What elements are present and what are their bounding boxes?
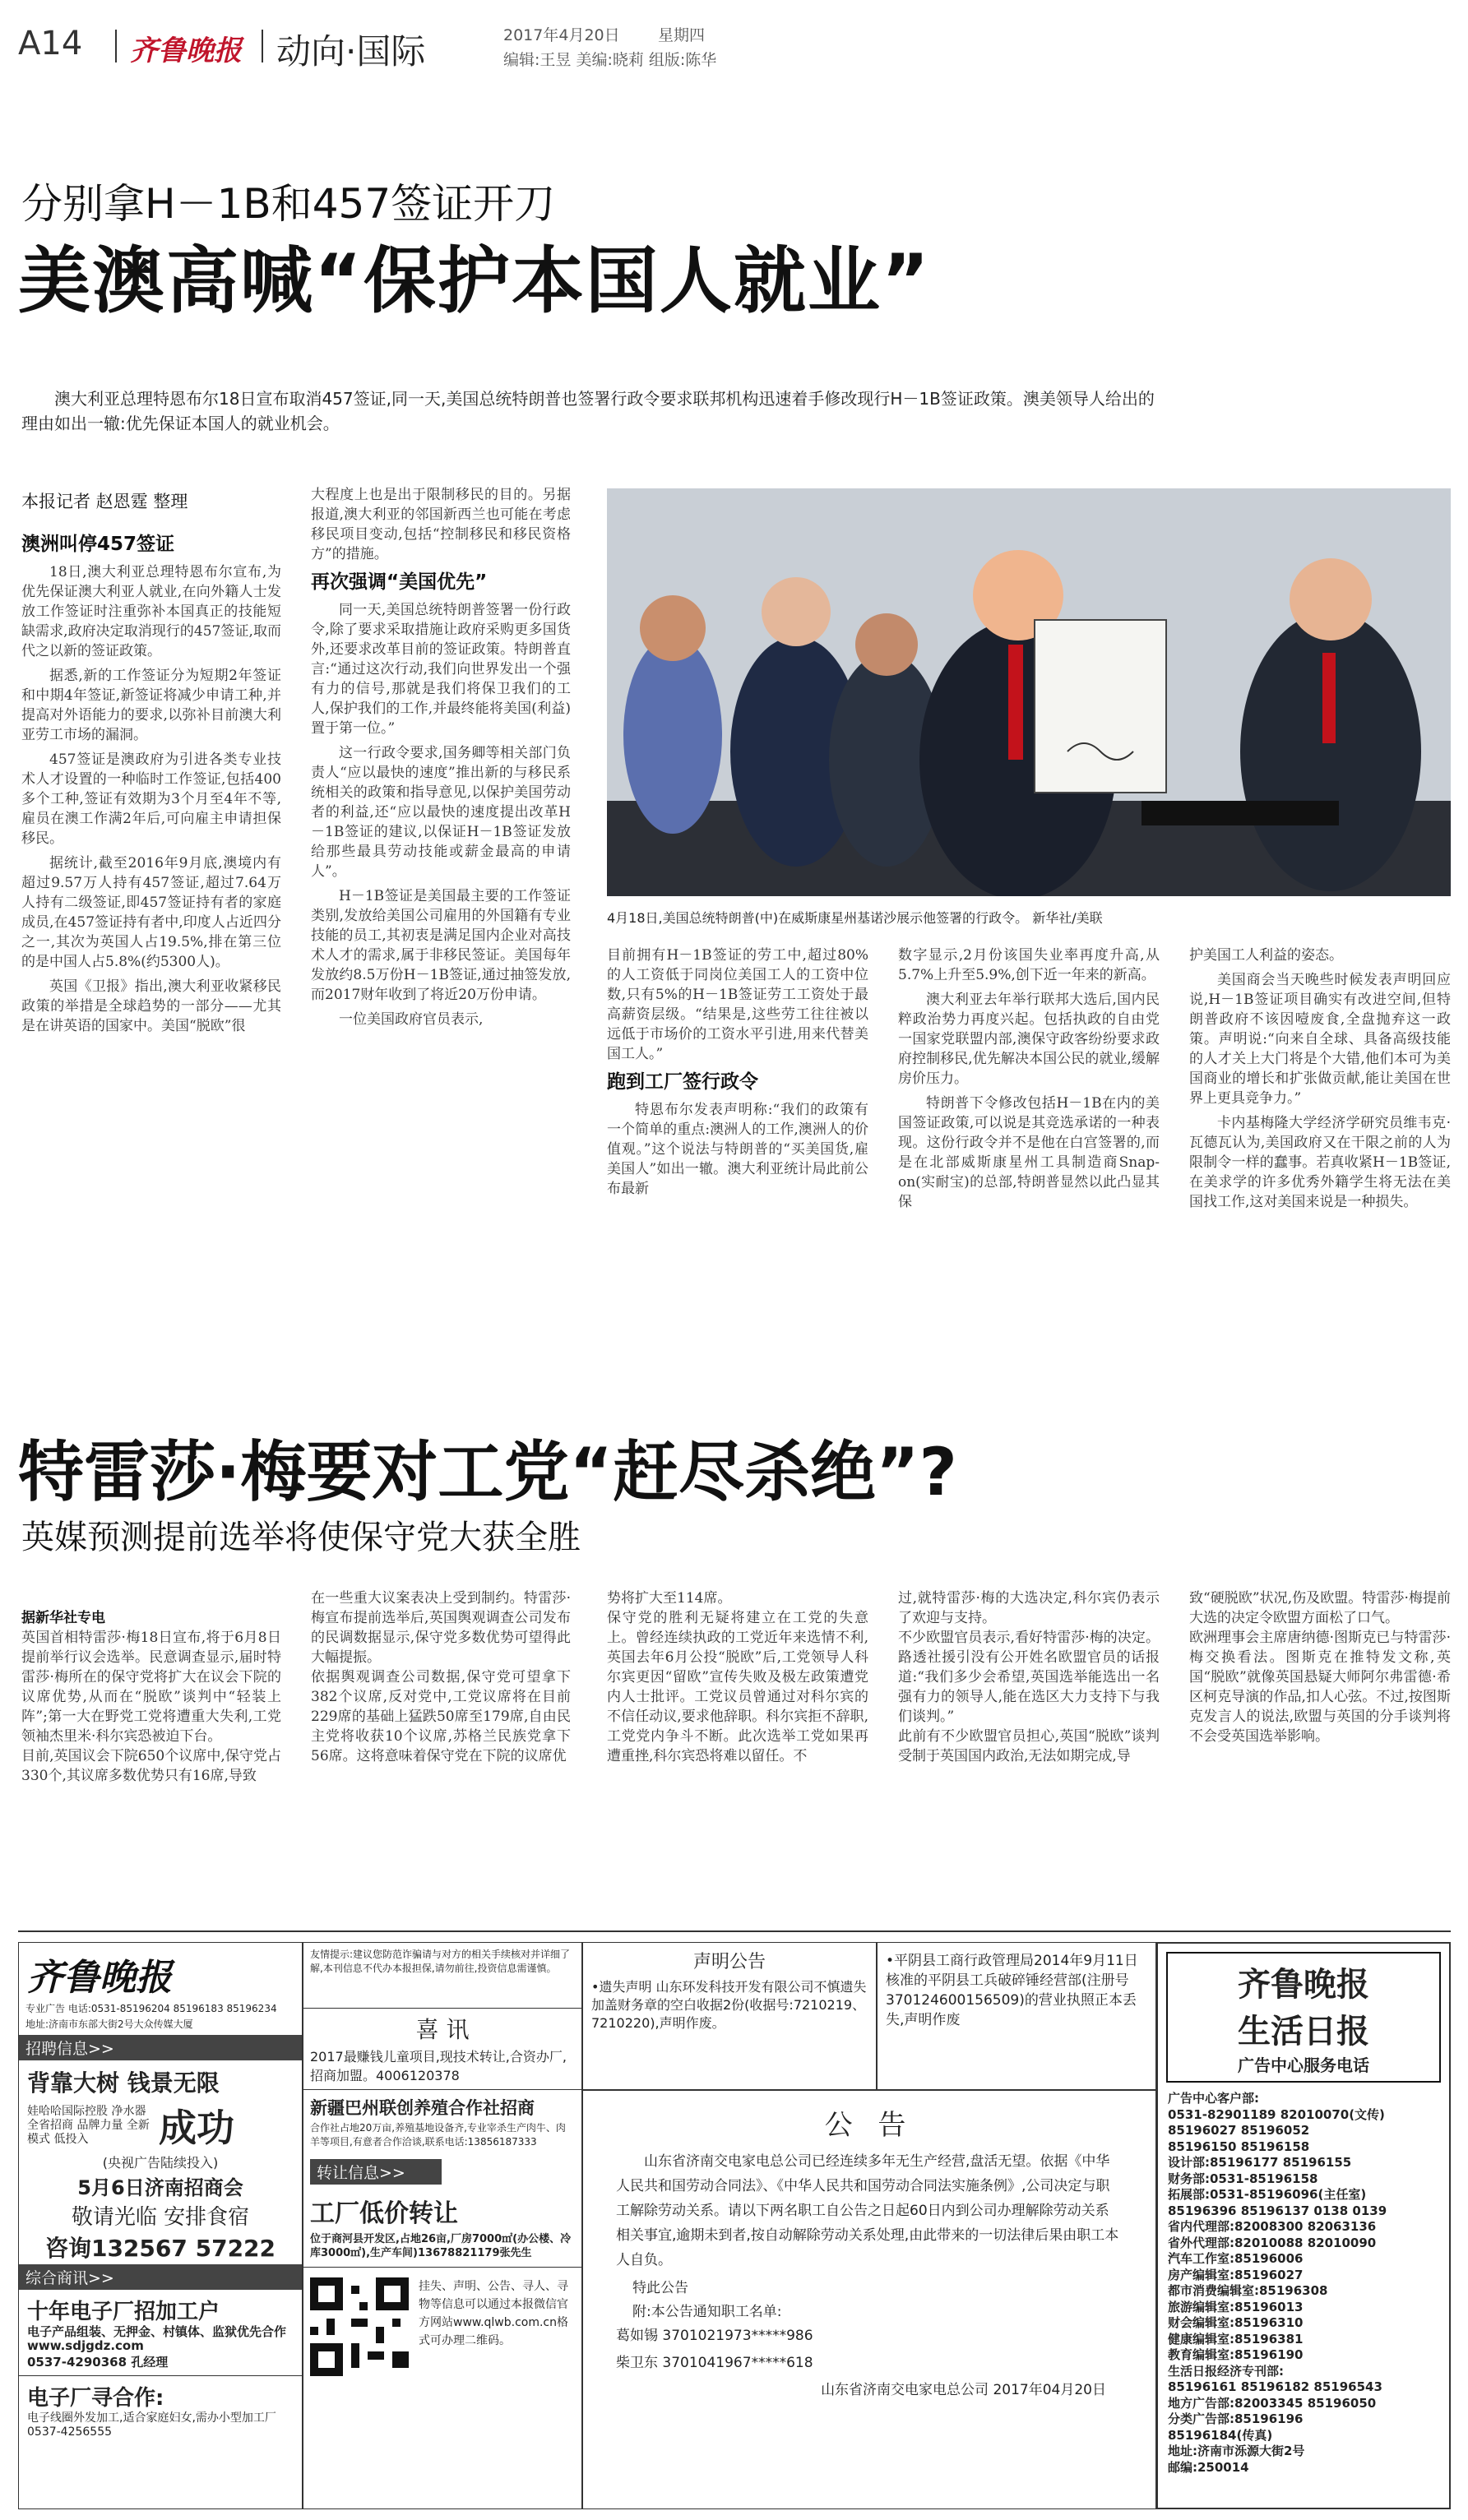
separator-2	[262, 30, 263, 62]
job-body: 娃哈哈国际控股 净水器 全省招商 品牌力量 全新模式 低投入	[27, 2104, 150, 2146]
tip-text: 友情提示:建议您防范诈骗请与对方的相关手续核对并详细了解,本刊信息不代办本报担保,请勿前往,投资信息需谨慎。	[303, 1943, 581, 2009]
issue-date: 2017年4月20日	[503, 26, 620, 44]
daily-title-1: 齐鲁晚报	[1238, 1966, 1369, 2004]
paragraph: 这一行政令要求,国务卿等相关部门负责人“应以最快的速度”推出新的与移民系统相关的政策和指导意见,以保护美国劳动者的利益,还“应以最快的速度提出改革H－1B签证的建议,以保证H－1B签证发放给那些最具劳动技能或薪金最高的申请人”。	[311, 745, 571, 880]
factory-ad	[19, 2290, 302, 2375]
classified-logo: 齐鲁晚报	[27, 1957, 172, 1999]
article2-subhead: 英媒预测提前选举将使保守党大获全胜	[21, 1519, 581, 1556]
contact-line: 85196184(传真)	[1168, 2427, 1273, 2443]
paragraph: 英国《卫报》指出,澳大利亚收紧移民政策的举措是全球趋势的一部分——尤其是在讲英语的国家中。美国“脱欧”很	[21, 978, 281, 1034]
issue-weekday: 星期四	[658, 26, 706, 44]
paragraph: 同一天,美国总统特朗普签署一份行政令,除了要求采取措施让政府采购更多国货外,还要求改革目前的签证政策。特朗普直言:“通过这次行动,我们向世界发出一个强有力的信号,那就是我们将保卫我们的工人,保护我们的工作,并最终能将美国(利益)置于第一位。”	[311, 602, 571, 737]
notice-attach: 附:本公告通知职工名单:	[632, 2304, 782, 2320]
factory2-body: 电子线圈外发加工,适合家庭妇女,需办小型加工厂0537-4256555	[27, 2411, 276, 2439]
classified-ads	[18, 1942, 303, 2509]
contact-line: 财会编辑室:85196310	[1168, 2315, 1304, 2330]
contact-line: 都市消费编辑室:85196308	[1168, 2283, 1328, 2298]
category-transfer: 转让信息>>	[310, 2159, 442, 2185]
job-phone: 咨询132567 57222	[44, 2235, 276, 2262]
article2-col-2: 在一些重大议案表决上受到制约。特雷莎·梅宣布提前选举后,英国舆观调查公司发布的民调数据显示,保守党多数优势可望得此大幅提振。 依据舆观调查公司数据,保守党可望拿下382个议席,反对党中,工党议席将在目前229席的基础上猛跌50席至179席,自由民主党将收获10个议席,苏格兰民族党拿下56席。这将意味着保守党在下院的议席优	[311, 1590, 571, 1764]
notice	[582, 2090, 1156, 2509]
section-title: 动向·国际	[276, 31, 426, 72]
classified-middle	[303, 1942, 582, 2509]
ad-center-contacts	[1156, 1942, 1451, 2509]
paragraph: 卡内基梅隆大学经济学研究员维韦克·瓦德瓦认为,美国政府又在干限之前的人为限制令一样的蠢事。若真收紧H－1B签证,在美求学的许多优秀外籍学生将无法在美国找工作,这对美国来说是一种损失。	[1189, 1115, 1451, 1210]
contact-line: 教育编辑室:85196190	[1168, 2347, 1304, 2362]
classified-address: 地址:济南市东部大街2号大众传媒大厦	[25, 2018, 193, 2030]
contact-line: 拓展部:0531-85196096(主任室)	[1168, 2187, 1367, 2202]
contact-line: 汽车工作室:85196006	[1168, 2251, 1304, 2266]
article2-headline: 特雷莎·梅要对工党“赶尽杀绝”?	[18, 1434, 957, 1510]
paragraph: 据统计,截至2016年9月底,澳境内有超过9.57万人持有457签证,超过7.64万人持有二级签证,即457签证持有者的家庭成员,在457签证持有者中,印度人占近四分之一,其次为英国人占19.5%,排在第三位的是中国人占5.8%(约5300人)。	[21, 855, 281, 970]
job-title: 背靠大树 钱景无限	[27, 2069, 220, 2097]
declarations	[582, 1942, 877, 2090]
job-big-word: 成功	[159, 2106, 234, 2150]
article2-col-4: 过,就特雷莎·梅的大选决定,科尔宾仍表示了欢迎与支持。 不少欧盟官员表示,看好特雷莎·梅的决定。路透社援引没有公开姓名欧盟官员的话报道:“我们多少会希望,英国选举能选出一名强有力的领导人,能在选区大力支持下与我们谈判。” 此前有不少欧盟官员担心,英国“脱欧”谈判受制于英国国内政治,无法如期完成,导	[898, 1590, 1160, 1764]
contact-line: 邮编:250014	[1168, 2459, 1249, 2475]
factory-body: 电子产品组装、无押金、村镇体、监狱优先合作 www.sdjgdz.com	[27, 2324, 287, 2353]
contact-line: 分类广告部:85196196	[1168, 2411, 1304, 2426]
notice-body: 山东省济南交电家电总公司已经连续多年无生产经营,盘活无望。依据《中华人民共和国劳动合同法》、《中华人民共和国劳动合同法实施条例》,公司决定与职工解除劳动关系。请以下两名职工自公告之日起60日内到公司办理解除劳动关系相关事宜,逾期未到者,按自动解除劳动关系处理,由此带来的一切法律后果由职工本人自负。	[616, 2153, 1119, 2268]
paragraph: 一位美国政府官员表示,	[339, 1011, 484, 1028]
contact-line: 生活日报经济专刊部:	[1168, 2363, 1284, 2379]
contact-line: 设计部:85196177 85196155	[1168, 2155, 1352, 2170]
paragraph: 特朗普下令修改包括H－1B在内的美国签证政策,可以说是其竞选承诺的一种表现。这份行政令并不是他在白宫签署的,而是在北部威斯康星州工具制造商Snap-on(实耐宝)的总部,特朗普显然以此凸显其保	[898, 1095, 1160, 1210]
contact-line: 地方广告部:82003345 85196050	[1168, 2395, 1377, 2411]
classified-phone: 专业广告 电话:0531-85196204 85196183 85196234	[25, 2003, 277, 2014]
contact-list	[1158, 2091, 1449, 2476]
article-col-1	[21, 526, 281, 1373]
factory-sale-title: 工厂低价转让	[310, 2199, 458, 2228]
contact-line: 85196161 85196182 85196543	[1168, 2379, 1382, 2394]
article-headline: 美澳高喊“保护本国人就业”	[18, 238, 931, 323]
factory2-title: 电子厂寻合作:	[27, 2386, 164, 2411]
contact-line: 省内代理部:82008300 82063136	[1168, 2219, 1377, 2234]
notice-person-2: 柴卫东 3701041967*****618	[616, 2355, 813, 2371]
paragraph: 457签证是澳政府为引进各类专业技术人才设置的一种临时工作签证,包括400多个工种,签证有效期为3个月至4年不等,雇员在澳工作满2年后,可向雇主申请担保移民。	[21, 751, 281, 847]
masthead	[0, 0, 1468, 81]
byline: 本报记者 赵恩霆 整理	[21, 492, 188, 511]
daily-subtitle: 广告中心服务电话	[1238, 2055, 1369, 2075]
contact-line: 房产编辑室:85196027	[1168, 2267, 1304, 2282]
job-slogan: 敬请光临 安排食宿	[71, 2205, 250, 2230]
paragraph: 数字显示,2月份该国失业率再度升高,从5.7%上升至5.9%,创下近一年来的新高。	[898, 947, 1160, 983]
article-lead: 澳大利亚总理特恩布尔18日宣布取消457签证,同一天,美国总统特朗普也签署行政令要求联邦机构迅速着手修改现行H－1B签证政策。澳美领导人给出的理由如出一辙:优先保证本国人的就业机会。	[21, 389, 1155, 433]
declaration-2	[877, 1942, 1156, 2090]
job-date: 5月6日济南招商会	[77, 2176, 243, 2199]
article2-col-3: 势将扩大至114席。 保守党的胜利无疑将建立在工党的失意上。曾经连续执政的工党近年来选情不利,英国去年6月公投“脱欧”后,工党领导人科尔宾更因“留欧”宣传失败及极左政策遭党内人士批评。工党议员曾通过对科尔宾的不信任动议,要求他辞职。科尔宾拒不辞职,工党党内争斗不断。此次选举工党如果再遭重挫,科尔宾恐将难以留任。不	[607, 1590, 868, 1764]
factory-phone: 0537-4290368 孔经理	[27, 2355, 169, 2370]
factory-title: 十年电子厂招加工户	[27, 2300, 220, 2324]
subhead-australia: 澳洲叫停457签证	[21, 534, 175, 555]
daily-title-2: 生活日报	[1238, 2013, 1369, 2051]
contact-line: 财务部:0531-85196158	[1168, 2171, 1318, 2186]
xj-body: 合作社占地20万亩,养殖基地设备齐,专业宰杀生产肉牛、肉羊等项目,有意者合作洽谈,联系电话:13856187333	[310, 2122, 566, 2148]
paragraph: H－1B签证是美国最主要的工作签证类别,发放给美国公司雇用的外国籍有专业技能的员工,其初衷是满足国内企业对高技术人才的需求,属于非移民签证。美国每年发放约8.5万份H－1B签证,通过抽签发放,而2017财年收到了将近20万份申请。	[311, 888, 571, 1003]
contact-line: 85196396 85196137 0138 0139	[1168, 2203, 1387, 2218]
contact-line: 健康编辑室:85196381	[1168, 2331, 1304, 2347]
contact-line: 广告中心客户部:	[1168, 2091, 1259, 2106]
dateline: 据新华社专电	[21, 1610, 105, 1626]
article-kicker: 分别拿H－1B和457签证开刀	[21, 180, 556, 228]
contact-line: 省外代理部:82010088 82010090	[1168, 2235, 1377, 2250]
paragraph: 据悉,新的工作签证分为短期2年签证和中期4年签证,新签证将减少申请工种,并提高对外语能力的要求,以弥补目前澳大利亚劳工市场的漏洞。	[21, 668, 281, 743]
factory-sale-body: 位于商河县开发区,占地26亩,厂房7000㎡(办公楼、冷库3000㎡),生产车间)13678821179张先生	[303, 2232, 581, 2268]
paper-logo: 齐鲁晚报	[130, 35, 242, 67]
photo-caption: 4月18日,美国总统特朗普(中)在威斯康星州基诺沙展示他签署的行政令。 新华社/美联	[607, 910, 1103, 926]
subhead-america-first: 再次强调“美国优先”	[311, 571, 488, 593]
paragraph: 护美国工人利益的姿态。	[1189, 947, 1343, 964]
xi-body: 2017最赚钱儿童项目,现技术转让,合资办厂,招商加盟。4006120378	[303, 2045, 581, 2090]
subhead-factory: 跑到工厂签行政令	[607, 1071, 758, 1093]
paragraph: 目前拥有H－1B签证的劳工中,超过80%的人工资低于同岗位美国工人的工资中位数,只有5%的H－1B签证劳工工资处于最高薪资层级。“结果是,这些劳工往往被以远低于市场价的工资水平引进,用来代替美国工人。”	[607, 947, 868, 1062]
paragraph: 美国商会当天晚些时候发表声明回应说,H－1B签证项目确实有改进空间,但特朗普政府不该因噎废食,全盘抛弃这一政策。声明说:“向来自全球、具备高级技能的人才关上大门将是个大错,他们本可为美国商业的增长和扩张做贡献,能让美国在世界上更具竞争力。”	[1189, 972, 1451, 1107]
notice-sub: 特此公告	[632, 2280, 688, 2296]
xj-title: 新疆巴州联创养殖合作社招商	[310, 2098, 535, 2118]
category-general: 综合商讯>>	[19, 2264, 302, 2290]
article2-col-1	[21, 1588, 281, 1909]
editor-credits: 编辑:王昱 美编:晓莉 组版:陈华	[503, 51, 717, 69]
article-col-5	[1189, 946, 1451, 1373]
xi-title: 喜 讯	[415, 2016, 470, 2043]
article2-col-5: 致“硬脱欧”状况,伤及欧盟。特雷莎·梅提前大选的决定令欧盟方面松了口气。 欧洲理事会主席唐纳德·图斯克已与特雷莎·梅交换看法。图斯克在推特发文称,英国“脱欧”就像英国悬疑大师阿尔弗雷德·希区柯克导演的作品,扣人心弦。不过,按图斯克发言人的说法,欧盟与英国的分手谈判将不会受英国选举影响。	[1189, 1590, 1451, 1745]
ads-section	[18, 1930, 1451, 1932]
article-col-3	[607, 946, 868, 1373]
news-photo	[607, 488, 1451, 896]
category-recruit: 招聘信息>>	[19, 2035, 302, 2060]
qr-text: 挂失、声明、公告、寻人、寻物等信息可以通过本报微信官方网站www.qlwb.com.cn格式可办理二维码。	[419, 2280, 568, 2347]
job-note: (央视广告陆续投入)	[102, 2155, 219, 2171]
paragraph: 大程度上也是出于限制移民的目的。另据报道,澳大利亚的邻国新西兰也可能在考虑移民项目变动,包括“控制移民和移民资格方”的措施。	[311, 487, 571, 562]
contact-line: 85196150 85196158	[1168, 2139, 1310, 2154]
separator-1	[115, 30, 117, 62]
qr-code-icon	[310, 2277, 409, 2376]
job-ad	[19, 2060, 302, 2264]
photo-illustration	[607, 488, 1451, 896]
decl-title: 声明公告	[692, 1952, 766, 1972]
factory2-ad	[19, 2375, 302, 2444]
decl2-body: •平阴县工商行政管理局2014年9月11日核准的平阴县工兵破碎锤经营部(注册号370124600156509)的营业执照正本丢失,声明作废	[886, 1953, 1138, 2028]
contact-line: 0531-82901189 82010070(文传)	[1168, 2106, 1385, 2122]
notice-title: 公 告	[824, 2109, 915, 2142]
page-code: A14	[18, 25, 83, 62]
contact-line: 旅游编辑室:85196013	[1168, 2299, 1304, 2314]
paragraph: 英国首相特雷莎·梅18日宣布,将于6月8日提前举行议会选举。民意调查显示,届时特雷莎·梅所在的保守党将扩大在议会下院的议席优势,从而在“脱欧”谈判中“轻装上阵”;第一大在野党工党将遭重大失利,工党领袖杰里米·科尔宾恐被迫下台。 目前,英国议会下院650个议席中,保守党占330个,其议席多数优势只有16席,导致	[21, 1630, 281, 1784]
paragraph: 澳大利亚去年举行联邦大选后,国内民粹政治势力再度兴起。包括执政的自由党一国家党联盟内部,澳保守政客纷纷要求政府控制移民,优先解决本国公民的就业,缓解房价压力。	[898, 992, 1160, 1087]
paragraph: 18日,澳大利亚总理特恩布尔宣布,为优先保证澳大利亚人就业,在向外籍人士发放工作签证时注重弥补本国真正的技能短缺需求,政府决定取消现行的457签证,取而代之以新的签证政策。	[21, 564, 281, 659]
paragraph: 特恩布尔发表声明称:“我们的政策有一个简单的重点:澳洲人的工作,澳洲人的价值观。”这个说法与特朗普的“买美国货,雇美国人”如出一辙。澳大利亚统计局此前公布最新	[607, 1102, 868, 1197]
article-col-4	[898, 946, 1160, 1373]
contact-line: 地址:济南市泺源大街2号	[1168, 2444, 1305, 2458]
notice-person-1: 葛如锡 3701021973*****986	[616, 2328, 813, 2344]
decl-body: •遗失声明 山东环发科技开发有限公司不慎遗失加盖财务章的空白收据2份(收据号:7210219、7210220),声明作废。	[591, 1979, 867, 2031]
article-col-2	[311, 485, 571, 1373]
contact-line: 85196027 85196052	[1168, 2123, 1310, 2138]
notice-signature: 山东省济南交电家电总公司 2017年04月20日	[821, 2382, 1106, 2398]
